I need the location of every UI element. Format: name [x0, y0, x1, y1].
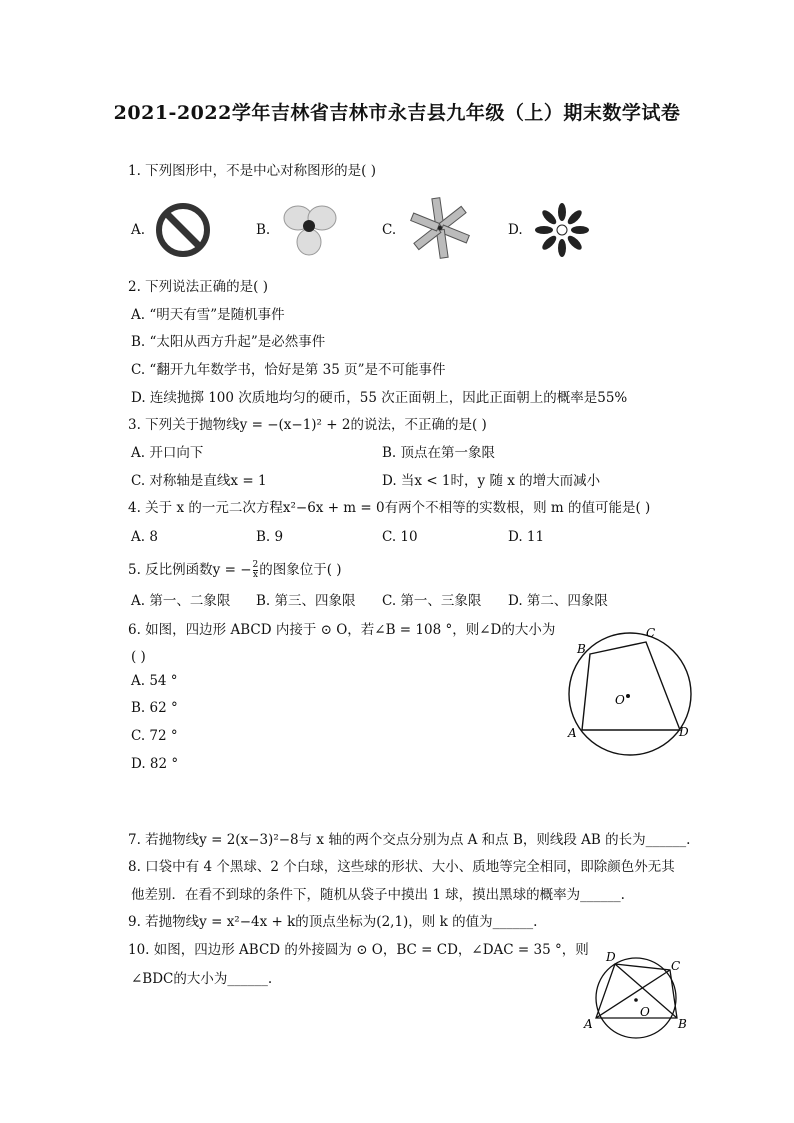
q5-fraction-denominator: x — [252, 570, 258, 580]
question-4-stem: 4. 关于 x 的一元二次方程x²−6x + m = 0有两个不相等的实数根，则 m 的值可能是( ) — [128, 500, 651, 516]
q5-option-a: A. 第一、二象限 — [131, 593, 231, 609]
question-2-stem: 2. 下列说法正确的是( ) — [128, 279, 268, 295]
pinwheel-icon — [404, 196, 476, 260]
q5-stem-prefix: 5. 反比例函数y = − — [128, 562, 252, 578]
q10-label-d: D — [606, 950, 616, 964]
q5-option-c: C. 第一、三象限 — [382, 593, 482, 609]
q6-option-a: A. 54 ° — [131, 673, 178, 689]
flower-star-icon — [530, 200, 594, 260]
question-8-stem: 8. 口袋中有 4 个黑球、2 个白球，这些球的形状、大小、质地等完全相同，即除颜色外无其 — [128, 859, 675, 875]
q2-option-b: B. “太阳从西方升起”是必然事件 — [131, 334, 326, 350]
page-title: 2021-2022学年吉林省吉林市永吉县九年级（上）期末数学试卷 — [113, 102, 681, 124]
q10-center-point — [634, 998, 638, 1002]
q10-circle-figure — [582, 946, 694, 1042]
q10-label-b: B — [678, 1017, 687, 1031]
no-entry-sign-icon — [153, 200, 213, 260]
q6-center-point — [626, 694, 630, 698]
q4-option-b: B. 9 — [256, 529, 284, 545]
q4-option-c: C. 10 — [382, 529, 418, 545]
question-10-stem-continued: ∠BDC的大小为______. — [131, 971, 273, 987]
q10-circle — [596, 958, 676, 1038]
question-10-stem: 10. 如图，四边形 ABCD 的外接圆为 ⊙ O，BC = CD，∠DAC = 35 °，则 — [128, 942, 589, 958]
q6-label-c: C — [646, 626, 656, 640]
q1-option-b-label: B. — [256, 222, 271, 238]
q3-option-b: B. 顶点在第一象限 — [382, 445, 496, 461]
q2-option-c: C. “翻开九年数学书，恰好是第 35 页”是不可能事件 — [131, 362, 446, 378]
question-6-stem-continued: ( ) — [131, 649, 146, 665]
question-8-stem-continued: 他差别．在看不到球的条件下，随机从袋子中摸出 1 球，摸出黑球的概率为______. — [131, 887, 625, 903]
q10-diagonal-ac — [596, 970, 670, 1018]
q4-option-d: D. 11 — [508, 529, 545, 545]
q6-circle — [569, 633, 691, 755]
q5-stem-suffix: 的图象位于( ) — [259, 562, 342, 578]
q6-option-b: B. 62 ° — [131, 700, 178, 716]
q2-option-d: D. 连续抛掷 100 次质地均匀的硬币，55 次正面朝上，因此正面朝上的概率是55% — [131, 390, 628, 406]
question-7-stem: 7. 若抛物线y = 2(x−3)²−8与 x 轴的两个交点分别为点 A 和点 B，则线段 AB 的长为______. — [128, 832, 691, 848]
q1-option-c-label: C. — [382, 222, 397, 238]
q6-quadrilateral — [582, 642, 680, 730]
q3-option-c: C. 对称轴是直线x = 1 — [131, 473, 267, 489]
question-6-stem: 6. 如图，四边形 ABCD 内接于 ⊙ O，若∠B = 108 °，则∠D的大小为 — [128, 622, 556, 638]
q1-option-d-label: D. — [508, 222, 523, 238]
question-5-stem — [128, 561, 342, 580]
q5-fraction — [253, 561, 259, 580]
q1-option-a-label: A. — [131, 222, 146, 238]
q6-option-d: D. 82 ° — [131, 756, 179, 772]
q6-circle-figure — [562, 622, 702, 762]
q5-fraction-numerator: 2 — [252, 560, 259, 570]
q5-option-d: D. 第二、四象限 — [508, 593, 608, 609]
q3-option-a: A. 开口向下 — [131, 445, 204, 461]
q6-label-a: A — [568, 726, 577, 740]
q2-option-a: A. “明天有雪”是随机事件 — [131, 307, 285, 323]
q3-option-d: D. 当x < 1时，y 随 x 的增大而减小 — [382, 473, 601, 489]
q6-option-c: C. 72 ° — [131, 728, 178, 744]
q6-label-o: O — [615, 693, 625, 707]
question-9-stem: 9. 若抛物线y = x²−4x + k的顶点坐标为(2,1)，则 k 的值为______. — [128, 914, 538, 930]
q5-option-b: B. 第三、四象限 — [256, 593, 356, 609]
q6-label-d: D — [679, 725, 689, 739]
fan-propeller-icon — [278, 202, 340, 256]
q6-label-b: B — [577, 642, 586, 656]
question-3-stem: 3. 下列关于抛物线y = −(x−1)² + 2的说法，不正确的是( ) — [128, 417, 487, 433]
q10-label-c: C — [671, 959, 681, 973]
q10-label-a: A — [584, 1017, 593, 1031]
q10-label-o: O — [640, 1005, 650, 1019]
q4-option-a: A. 8 — [131, 529, 158, 545]
question-1-stem: 1. 下列图形中，不是中心对称图形的是( ) — [128, 163, 376, 179]
